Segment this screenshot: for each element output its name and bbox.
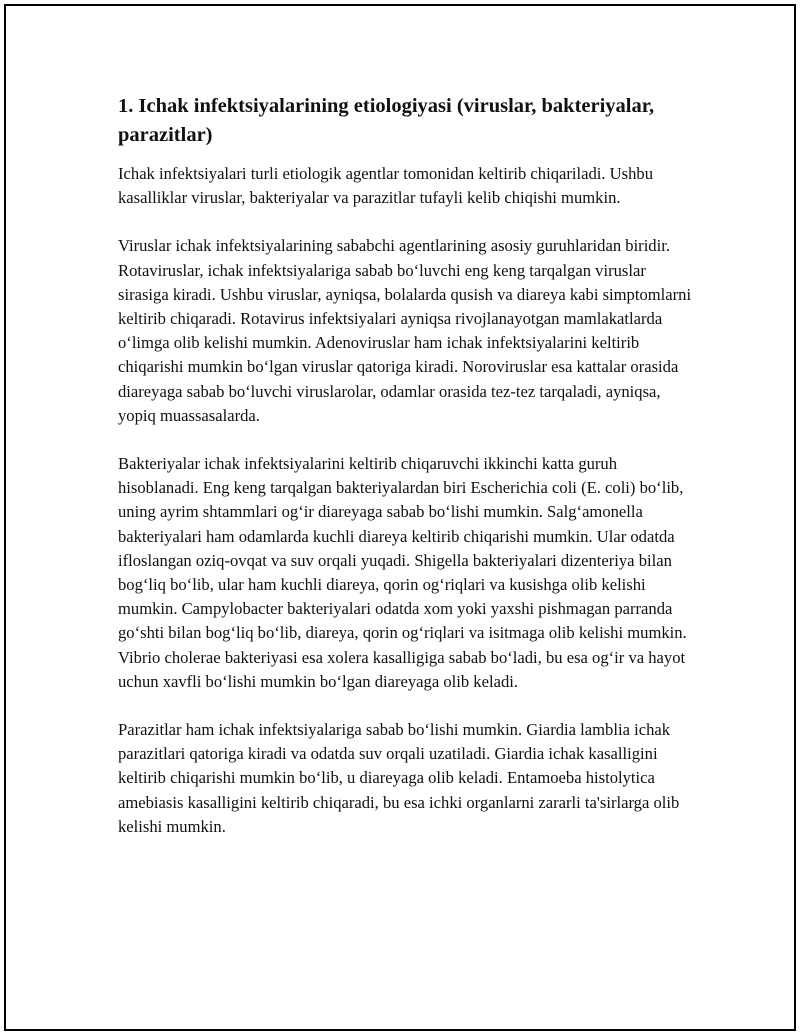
paragraph-intro: Ichak infektsiyalari turli etiologik agentlar tomonidan keltirib chiqariladi. Ushbu kasalliklar viruslar, bakteriyalar va parazitlar tufayli kelib chiqishi mumkin. [118,164,654,208]
paragraph-parasites: Parazitlar ham ichak infektsiyalariga sabab bo‘lishi mumkin. Giardia lamblia ichak parazitlari qatoriga kiradi va odatda suv orqali uzatiladi. Giardia ichak kasalligini keltirib chiqarishi mumkin bo‘lib, u diareyaga olib keladi. Entamoeba histolytica amebiasis kasalligini keltirib chiqaradi, bu esa ichki organlarni zararli ta'sirlarga olib kelishi mumkin. [118,720,680,836]
paragraph-viruses: Viruslar ichak infektsiyalarining sababchi agentlarining asosiy guruhlaridan biridir. Rotaviruslar, ichak infektsiyalariga sabab bo‘luvchi eng keng tarqalgan viruslar sirasiga kiradi. Ushbu viruslar, ayniqsa, bolalarda qusish va diareya kabi simptomlarni keltirib chiqaradi. Rotavirus infektsiyalari ayniqsa rivojlanayotgan mamlakatlarda o‘limga olib kelishi mumkin. Adenoviruslar ham ichak infektsiyalarini keltirib chiqarishi mumkin bo‘lgan viruslar qatoriga kiradi. Noroviruslar esa kattalar orasida diareyaga sabab bo‘luvchi viruslarolar, odamlar orasida tez-tez tarqaladi, ayniqsa, yopiq muassasalarda. [118,236,692,425]
paragraph-bacteria: Bakteriyalar ichak infektsiyalarini keltirib chiqaruvchi ikkinchi katta guruh hisoblanadi. Eng keng tarqalgan bakteriyalardan biri Escherichia coli (E. coli) bo‘lib, uning ayrim shtammlari og‘ir diareyaga sabab bo‘lishi mumkin. Salg‘amonella bakteriyalari ham odamlarda kuchli diareya keltirib chiqarishi mumkin. Ular odatda ifloslangan oziq-ovqat va suv orqali yuqadi. Shigella bakteriyalari dizenteriya bilan bog‘liq bo‘lib, ular ham kuchli diareya, qorin og‘riqlari va kusishga olib kelishi mumkin. Campylobacter bakteriyalari odatda xom yoki yaxshi pishmagan parranda go‘shti bilan bog‘liq bo‘lib, diareya, qorin og‘riqlari va isitmaga olib kelishi mumkin. Vibrio cholerae bakteriyasi esa xolera kasalligiga sabab bo‘ladi, bu esa og‘ir va hayot uchun xavfli bo‘lishi mumkin bo‘lgan diareyaga olib keladi. [118,454,687,691]
section-heading: 1. Ichak infektsiyalarining etiologiyasi (viruslar, bakteriyalar, parazitlar) [118,95,655,146]
document-body [118,92,698,863]
